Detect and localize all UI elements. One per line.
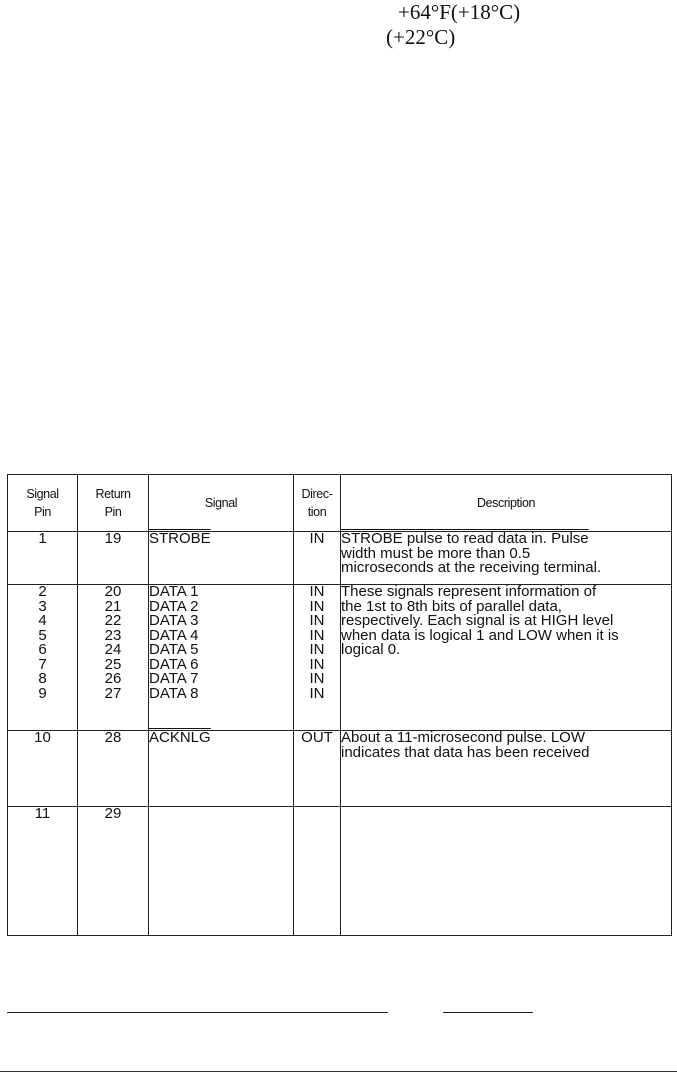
page-bottom-rule (0, 1071, 677, 1072)
footer-rule-right (443, 1012, 533, 1013)
signal-cell: DATA 1 DATA 2 DATA 3 DATA 4 DATA 5 DATA 6 DATA 7 DATA 8 (149, 585, 294, 731)
description-cell: About a 11-microsecond pulse. LOW indicates that data has been received (341, 731, 672, 807)
return-pin-cell: 28 (78, 731, 149, 807)
table-row (8, 585, 672, 731)
temperature-line-2: (+22°C) (386, 25, 456, 49)
signal-pin-cell: 11 (8, 807, 78, 936)
direction-cell (294, 807, 341, 936)
table-row (8, 532, 672, 585)
return-pin-cell: 20 21 22 23 24 25 26 27 (78, 585, 149, 731)
description-cell: These signals represent information of the 1st to 8th bits of parallel data, respectively. Each signal is at HIGH level when data is logical 1 and LOW when it is logical 0. (341, 585, 672, 731)
table-header-row (8, 475, 672, 532)
direction-cell: IN (294, 532, 341, 585)
signal-pin-cell: 2 3 4 5 6 7 8 9 (8, 585, 78, 731)
direction-cell: IN IN IN IN IN IN IN IN (294, 585, 341, 731)
interface-pin-table (7, 474, 672, 936)
footer-rule-left (7, 1012, 388, 1013)
description-cell: STROBE pulse to read data in. Pulse width must be more than 0.5 microseconds at the receiving terminal. (341, 532, 672, 585)
table-row (8, 731, 672, 807)
description-cell (341, 807, 672, 936)
strobe-signal: STROBE (149, 530, 211, 547)
signal-cell (149, 532, 294, 585)
signal-pin-cell: 1 (8, 532, 78, 585)
header-signal: Signal (149, 475, 294, 532)
table-row (8, 807, 672, 936)
header-signal-pin: Signal Pin (8, 475, 78, 532)
signal-pin-cell: 10 (8, 731, 78, 807)
return-pin-cell: 29 (78, 807, 149, 936)
return-pin-cell: 19 (78, 532, 149, 585)
signal-cell (149, 807, 294, 936)
direction-cell: OUT (294, 731, 341, 807)
acknlg-signal: ACKNLG (149, 729, 211, 746)
signal-cell (149, 731, 294, 807)
temperature-line-1: +64°F(+18°C) (398, 0, 521, 24)
header-return-pin: Return Pin (78, 475, 149, 532)
header-direction: Direc- tion (294, 475, 341, 532)
header-description: Description (341, 475, 672, 532)
